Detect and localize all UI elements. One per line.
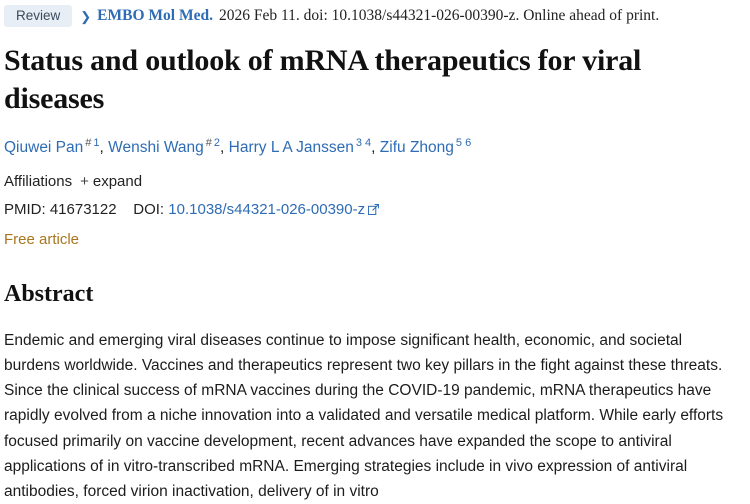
- chevron-right-icon: ❯: [80, 8, 92, 24]
- author-item: [108, 136, 221, 156]
- author-name[interactable]: Zifu Zhong: [379, 138, 454, 156]
- author-name[interactable]: Qiuwei Pan: [4, 138, 84, 156]
- page-title: Status and outlook of mRNA therapeutics for viral diseases: [4, 44, 642, 116]
- doi-label: DOI:: [133, 201, 165, 219]
- author-affil-ref[interactable]: 2: [213, 136, 221, 149]
- author-item: [379, 136, 472, 156]
- affiliations-row: [4, 173, 742, 190]
- plus-icon: +: [80, 173, 89, 191]
- author-name[interactable]: Harry L A Janssen: [228, 138, 354, 156]
- author-separator: ,: [99, 138, 109, 156]
- external-link-icon: [368, 202, 379, 213]
- author-affil-ref[interactable]: 1: [93, 136, 100, 149]
- pmid-label: PMID:: [4, 201, 46, 219]
- author-item: [228, 136, 372, 156]
- doi-link[interactable]: 10.1038/s44321-026-00390-z: [168, 201, 366, 219]
- free-article-label: Free article: [4, 231, 80, 249]
- abstract-text: Endemic and emerging viral diseases continue to impose significant health, economic, and societal burdens worldwide. Vaccines and therapeutics represent two key pillars in the fight against these threats. Since the clinical success of mRNA vaccines during the COVID-19 pandemic, mRNA therapeutics have rapidly evolved from a niche innovation into a validated and versatile medical platform. While early efforts focused primarily on vaccine development, recent advances have expanded the scope to antiviral applications of in vitro-transcribed mRNA. Emerging strategies include in vivo expression of antiviral antibodies, forced virion inactivation, delivery of in vitro: [4, 332, 724, 500]
- author-separator: ,: [220, 138, 229, 156]
- abstract-heading: Abstract: [4, 281, 94, 308]
- publication-type-badge[interactable]: Review: [4, 5, 72, 27]
- citation-details: 2026 Feb 11. doi: 10.1038/s44321-026-00390-z. Online ahead of print.: [218, 7, 660, 24]
- author-name[interactable]: Wenshi Wang: [108, 138, 204, 156]
- expand-affiliations-button[interactable]: [80, 173, 142, 190]
- journal-link[interactable]: EMBO Mol Med.: [97, 7, 213, 24]
- author-affil-ref[interactable]: 5 6: [455, 136, 472, 149]
- author-affil-ref[interactable]: 3 4: [355, 136, 372, 149]
- expand-label: expand: [92, 173, 143, 191]
- author-list: [4, 135, 742, 159]
- citation-line: [4, 0, 742, 30]
- identifiers-row: [4, 201, 742, 218]
- author-mark: #: [85, 136, 92, 149]
- author-separator: ,: [371, 138, 380, 156]
- affiliations-label: Affiliations: [4, 173, 73, 191]
- pmid-value: 41673122: [49, 201, 117, 219]
- author-item: [4, 136, 100, 156]
- author-mark: #: [205, 136, 212, 149]
